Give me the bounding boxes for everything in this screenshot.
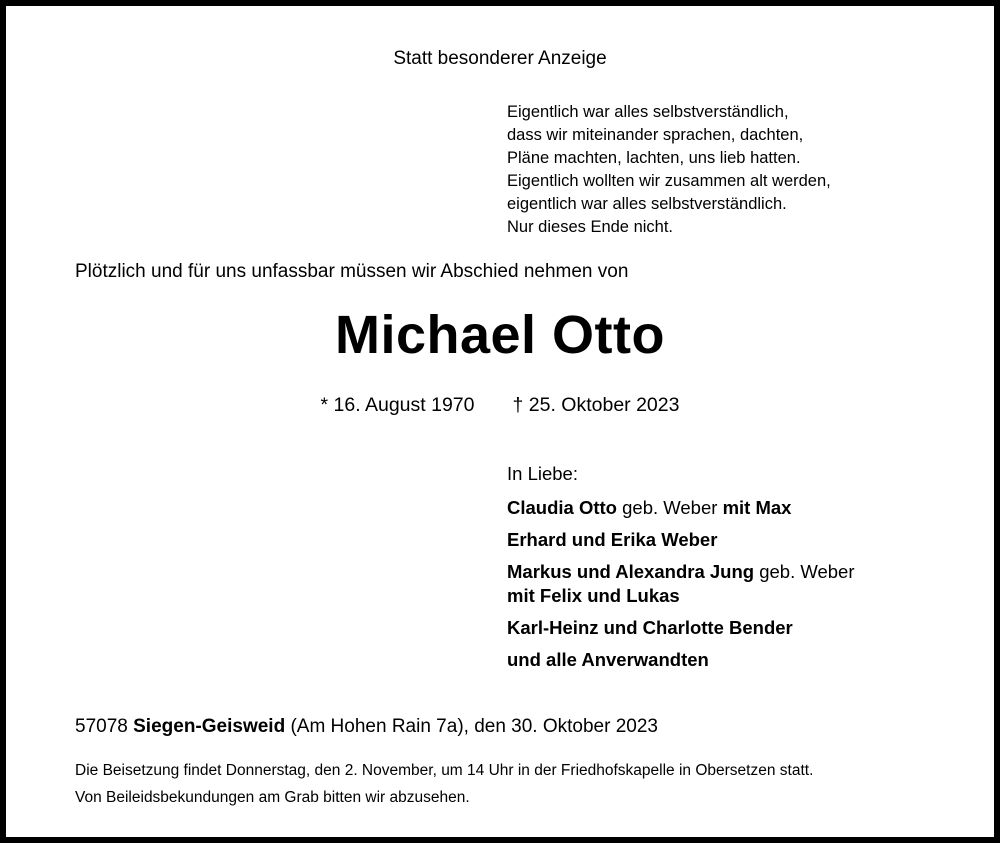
death-date: † 25. Oktober 2023 bbox=[512, 394, 680, 416]
mourner-name: Karl-Heinz und Charlotte Bender bbox=[507, 617, 793, 638]
mourner-name: Markus und Alexandra Jung bbox=[507, 561, 755, 582]
funeral-info bbox=[75, 757, 813, 811]
funeral-info-line: Die Beisetzung findet Donnerstag, den 2. November, um 14 Uhr in der Friedhofskapelle in Obersetzen statt. bbox=[75, 762, 814, 779]
poem-line: Pläne machten, lachten, uns lieb hatten. bbox=[507, 149, 801, 167]
birth-date: * 16. August 1970 bbox=[320, 394, 475, 416]
address-and-date: (Am Hohen Rain 7a), den 30. Oktober 2023 bbox=[285, 716, 659, 737]
poem-line: dass wir miteinander sprachen, dachten, bbox=[507, 126, 804, 144]
in-love-label: In Liebe: bbox=[507, 463, 578, 484]
mourner-name: Erhard und Erika Weber bbox=[507, 529, 718, 550]
deceased-name: Michael Otto bbox=[334, 305, 666, 365]
mourner-entry bbox=[507, 648, 855, 672]
place-and-date bbox=[75, 716, 658, 738]
mourner-entry bbox=[507, 616, 855, 640]
intro-text: Plötzlich und für uns unfassbar müssen wir Abschied nehmen von bbox=[75, 261, 629, 282]
mourner-nee: geb. Weber bbox=[616, 497, 723, 518]
mourner-name: und alle Anverwandten bbox=[507, 649, 709, 670]
poem-line: Nur dieses Ende nicht. bbox=[507, 218, 674, 236]
mourner-name: Claudia Otto bbox=[507, 497, 617, 518]
poem-line: eigentlich war alles selbstverständlich. bbox=[507, 195, 787, 213]
poem-line: Eigentlich wollten wir zusammen alt werden, bbox=[507, 172, 831, 190]
mourner-with: mit Max bbox=[722, 497, 792, 518]
mourner-entry bbox=[507, 528, 855, 552]
mourners-list bbox=[507, 463, 855, 680]
poem bbox=[507, 101, 831, 239]
poem-line: Eigentlich war alles selbstverständlich, bbox=[507, 103, 789, 121]
mourner-entry bbox=[507, 560, 855, 608]
city: Siegen-Geisweid bbox=[133, 716, 286, 737]
life-dates bbox=[6, 394, 994, 417]
mourner-entry bbox=[507, 496, 855, 520]
funeral-info-line: Von Beileidsbekundungen am Grab bitten wir abzusehen. bbox=[75, 789, 470, 806]
mourner-with: mit Felix und Lukas bbox=[507, 585, 680, 606]
mourner-nee: geb. Weber bbox=[754, 561, 855, 582]
postal-code: 57078 bbox=[75, 716, 134, 737]
notice-headline: Statt besonderer Anzeige bbox=[393, 48, 607, 69]
